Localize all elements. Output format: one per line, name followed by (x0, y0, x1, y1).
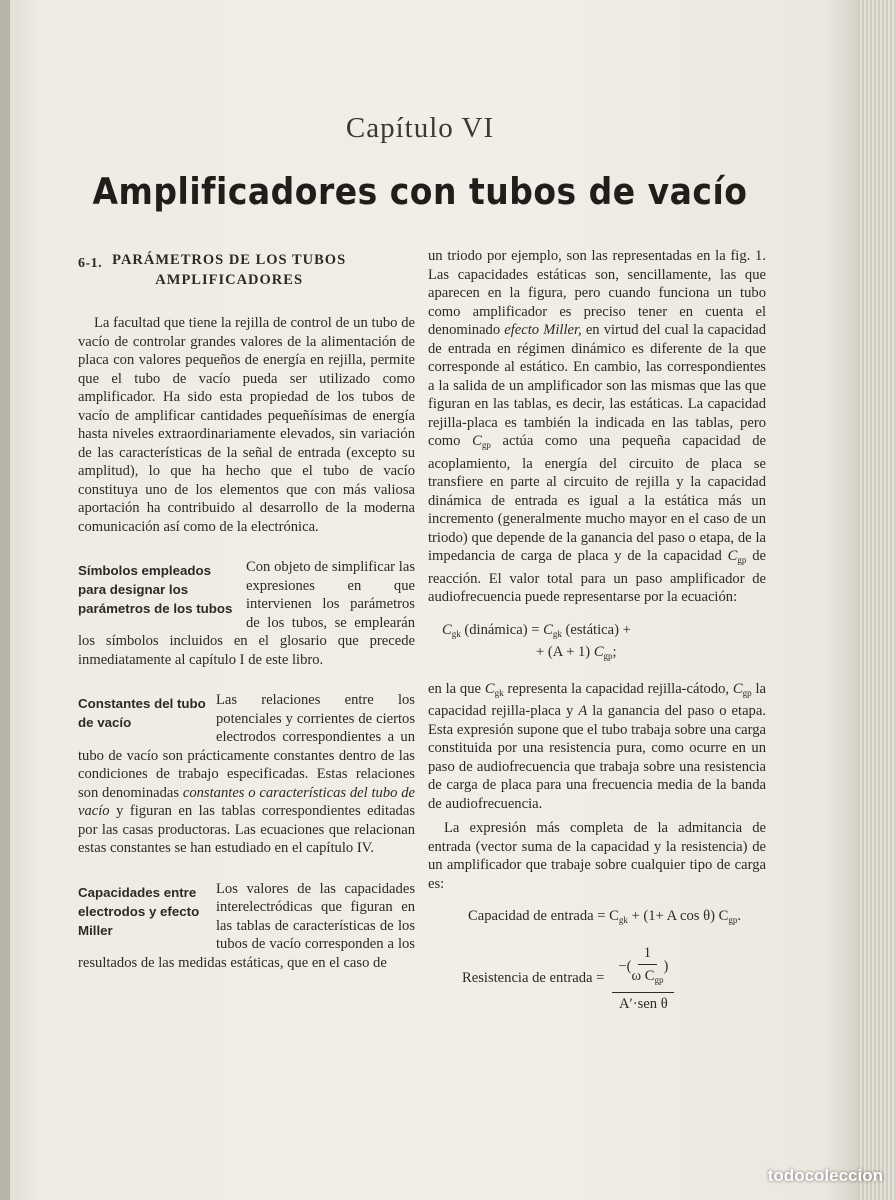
book-spine (0, 0, 10, 1200)
symbol-c: C (484, 680, 495, 697)
section-title-line1: PARÁMETROS DE LOS TUBOS (112, 252, 347, 268)
symbol-sub-gp: gp (481, 440, 491, 450)
miller-text-d: de reacción. El valor total para un paso amplificador de audiofrecuencia puede representarse por la ecuación: (428, 548, 766, 605)
section-heading (78, 250, 415, 290)
definitions-text: la ganancia del paso o etapa. Esta expresión supone que el tubo trabaja sobre una carga constituida por una resistencia pura, como ocurre en un paso de audiofrecuencia que trabaja sobre una resistencia de carga de placa para una frecuencia media de la banda de audiofrecuencia. (428, 703, 766, 812)
capacidades-paragraph: Los valores de las capacidades interelectródicas que figuran en las tablas de características de los tubos de vacío corresponden a los resultados de las medidas estáticas, que en el caso de (78, 880, 415, 971)
capacidades-sidehead: Capacidades entre electrodos y efecto Miller (78, 884, 200, 938)
definitions-text: representa la capacidad rejilla-cátodo, (503, 680, 733, 697)
inner-fraction (631, 944, 663, 990)
miller-text-c: actúa como una pequeña capacidad de acoplamiento, la energía del circuito de placa se transfiere en parte al circuito de rejilla y la capacidad dinámica de entrada es igual a la estática más un incremento (generalmente mucho mayor en el caso de un triodo) que depende de la ganancia del paso o etapa, de la impedancia de carga de placa y de la capacidad (428, 433, 766, 564)
simbolos-paragraph: Con objeto de simplificar las expresiones en que intervienen los parámetros de los tubos, se emplearán los símbolos incluidos en el glosario que precede inmediatamente al capítulo I de este libro. (78, 559, 415, 668)
section-number: 6-1. (78, 256, 103, 271)
constantes-emphasis: constantes o características del tubo de vacío (78, 784, 415, 819)
admittance-paragraph: La expresión más completa de la admitancia de entrada (vector suma de la capacidad y la resistencia) de un amplificador que trabaje sobre cualquier tipo de carga es: (428, 820, 766, 892)
equation-text: . (737, 908, 742, 924)
equation-input-capacity: Capacidad de entrada = $C_{gk} + (1+ A$ cos θ) $C_{gp}$. (468, 908, 742, 925)
constantes-sidehead: Constantes del tubo de vacío (78, 696, 206, 730)
symbol-sub-gk: gk (451, 628, 461, 639)
intro-paragraph: La facultad que tiene la rejilla de control de un tubo de vacío de controlar grandes valores de la alimentación de placa con valores pequeños de energía en rejilla, permite que el tubo de vacío pueda ser utilizado como amplificador. Ha sido esta propiedad de los tubos de vacío de amplificar cantidades pequeñísimas de energía hasta niveles extraordinariamente elevados, sin variación de las características de la señal de entrada (excepto su amplitud), lo que ha hecho que el tubo de vacío constituya uno de los elementos que con más valiosa aportación ha contribuido al desarrollo de la moderna comunicación así como de la electrónica. (78, 315, 415, 535)
fraction-denominator: A′·sen θ (619, 995, 668, 1012)
symbol-sub-gk: gk (552, 628, 562, 639)
equation-text: + (1+ A cos θ) (627, 908, 719, 924)
equation-dynamic-capacity (442, 621, 766, 666)
paren-open: −( (618, 957, 632, 974)
equation-text: ; (612, 644, 617, 660)
constantes-text-b: y figuran en las tablas correspondientes editadas por las casas productoras. Las ecuaciones que relacionan estas constantes se han estudiado en el capítulo IV. (78, 803, 415, 856)
page-edges (858, 0, 895, 1200)
symbol-c: C (732, 680, 743, 697)
left-column (78, 250, 415, 972)
symbol-c: C (593, 644, 604, 660)
equation-text: (dinámica) = (464, 621, 544, 638)
symbol-sub-gk: gk (618, 915, 628, 925)
symbol-sub-gp: gp (603, 651, 613, 661)
simbolos-block (78, 558, 415, 669)
equation-line-1 (442, 621, 766, 644)
equation-text: (estática) + (561, 621, 631, 638)
simbolos-sidehead: Símbolos empleados para designar los parámetros de los tubos (78, 563, 233, 616)
equation-input-resistance (462, 944, 766, 1014)
miller-text-a: un triodo por ejemplo, son las representadas en la fig. 1. Las capacidades estáticas son, sencillamente, las que aparecen en la figura, pero cuando funciona un tubo como amplificador es preciso tener en cuenta el denominado (428, 248, 766, 338)
fraction-numerator (612, 944, 674, 993)
equation-text: Capacidad de entrada = (468, 908, 610, 924)
equation-line-2 (442, 643, 766, 666)
constantes-text-a: Las relaciones entre los potenciales y corrientes de ciertos electrodos correspondientes a un tubo de vacío son prácticamente constantes dentro de las condiciones de trabajo especificadas. Estas relaciones son denominadas (78, 692, 415, 801)
paren-close: ) (663, 957, 669, 974)
miller-emphasis: efecto Miller, (504, 322, 582, 338)
symbol-sub-gp: gp (742, 687, 752, 698)
symbol-sub-gp: gp (728, 915, 738, 925)
watermark: todocoleccion (767, 1166, 883, 1185)
section-title (112, 250, 346, 290)
symbol-sub-gp: gp (737, 555, 747, 565)
equation-label: Resistencia de entrada = (462, 970, 605, 986)
symbol-a: A (578, 703, 588, 719)
symbol-c: C (442, 621, 452, 638)
definitions-text: en la que (428, 680, 485, 697)
inner-denominator (631, 965, 663, 990)
inner-numerator: 1 (638, 944, 657, 966)
constantes-block (78, 691, 415, 858)
symbol-c: C (727, 548, 738, 564)
symbol-sub-gk: gk (494, 687, 504, 698)
chapter-heading: Capítulo VI (345, 112, 495, 144)
symbol-c: C (543, 621, 553, 638)
omega-c: ω C (631, 968, 655, 984)
book-page (10, 0, 858, 1200)
symbol-c: C (472, 433, 482, 449)
miller-text-b: en virtud del cual la capacidad de entrada en régimen dinámico es diferente de la que corresponde al estático. En cambio, las correspondientes a la salida de un amplificador son las mismas que las que figuran en las tablas, es decir, las estáticas. La capacidad rejilla-placa es también la indicada en las tablas, pero como (428, 322, 766, 449)
symbol-sub-gp: gp (654, 975, 664, 985)
section-title-line2: AMPLIFICADORES (155, 272, 304, 288)
definitions-paragraph (428, 680, 766, 814)
miller-paragraph (428, 247, 766, 607)
equation-text: + (A + 1) (536, 644, 594, 660)
chapter-title: Amplificadores con tubos de vacío (92, 170, 748, 213)
right-column (428, 247, 766, 1013)
definitions-text: la capacidad rejilla-placa y (428, 680, 766, 719)
fraction (612, 944, 674, 1014)
capacidades-block (78, 880, 415, 973)
